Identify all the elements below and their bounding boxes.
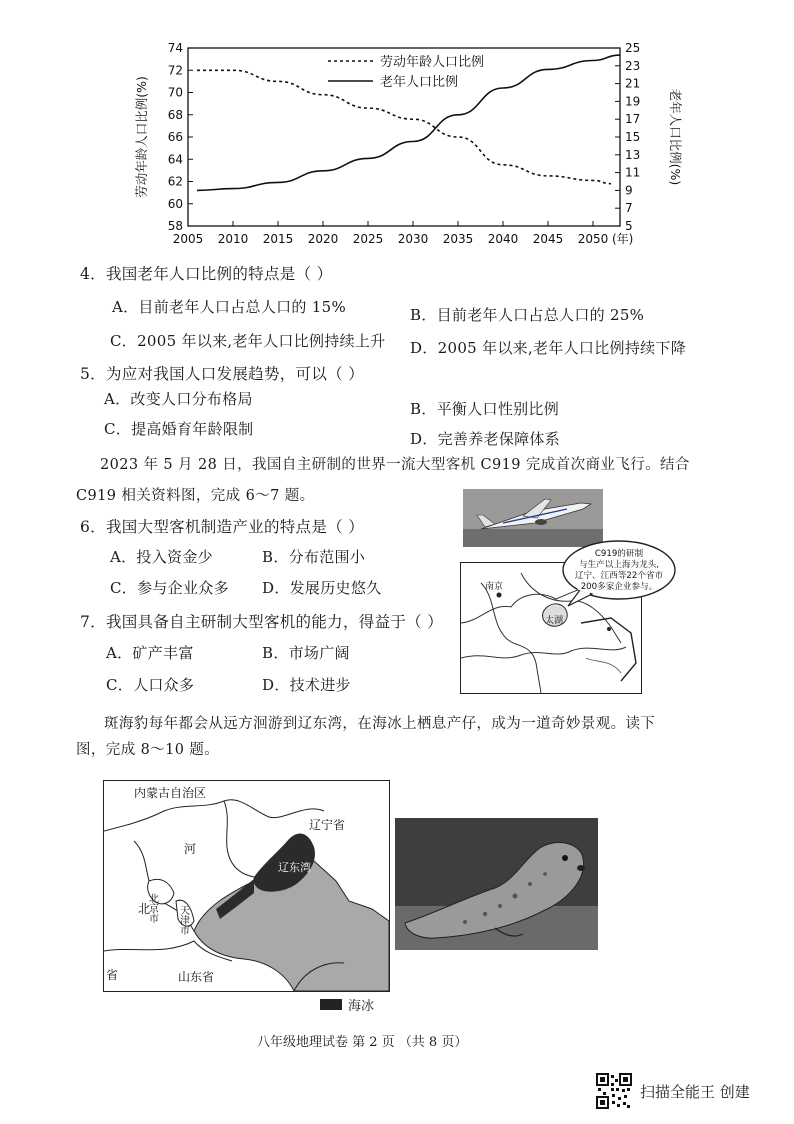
x-axis-tick-label: 2020: [307, 232, 339, 246]
x-axis-tick-label: 2045: [532, 232, 564, 246]
right-axis-tick-label: 5: [625, 219, 633, 233]
map-label-shandong: 山东省: [178, 970, 215, 984]
map-label-liaoning: 辽宁省: [309, 818, 346, 832]
right-axis-tick-label: 11: [625, 165, 641, 180]
left-axis-title: 劳动年龄人口比例(%): [134, 76, 149, 198]
right-axis-tick-label: 23: [625, 58, 641, 73]
x-axis-tick-label: 2005: [172, 232, 204, 246]
callout-line-1: C919的研制: [594, 549, 644, 559]
right-axis-tick-label: 7: [625, 201, 633, 216]
x-axis-tick-label: 2010: [217, 232, 249, 246]
callout-line-3: 辽宁、江西等22个省市: [574, 571, 664, 581]
intro-c919-line1: 2023 年 5 月 28 日，我国自主研制的世界一流大型客机 C919 完成首次商业飞行。结合: [100, 457, 690, 473]
left-axis-tick-label: 66: [167, 130, 183, 144]
question-5-option-d: D．完善养老保障体系: [410, 430, 561, 448]
qr-code-icon: [596, 1073, 632, 1109]
question-6-option-c: C．参与企业众多: [110, 579, 229, 597]
map-label-he: 河: [184, 842, 197, 856]
question-6-option-b: B．分布范围小: [262, 548, 366, 566]
c919-callout-bubble: [560, 538, 678, 608]
map-label-inner-mongolia: 内蒙古自治区: [134, 786, 207, 800]
question-4-option-b: B．目前老年人口占总人口的 25%: [410, 306, 645, 324]
question-4-option-d: D．2005 年以来,老年人口比例持续下降: [410, 339, 687, 357]
right-axis-tick-label: 15: [625, 130, 641, 144]
scanner-watermark: 扫描全能王 创建: [640, 1083, 750, 1101]
question-6-stem: 6．我国大型客机制造产业的特点是（ ）: [80, 518, 364, 536]
spotted-seal-photo: [395, 818, 598, 950]
question-7-stem: 7．我国具备自主研制大型客机的能力，得益于（ ）: [80, 613, 443, 631]
question-7-option-d: D．技术进步: [262, 676, 351, 694]
left-axis-tick-label: 70: [167, 85, 183, 100]
bohai-sea-ice-map: [103, 780, 390, 992]
intro-seal-line1: 斑海豹每年都会从远方洄游到辽东湾，在海冰上栖息产仔，成为一道奇妙景观。读下: [104, 716, 656, 732]
left-axis-tick-label: 60: [167, 196, 183, 211]
question-5-option-b: B．平衡人口性别比例: [410, 400, 560, 418]
question-7-option-c: C．人口众多: [106, 676, 195, 694]
callout-line-4: 200多家企业参与。: [580, 582, 658, 592]
right-axis-tick-label: 13: [625, 147, 641, 162]
intro-c919-line2: C919 相关资料图，完成 6～7 题。: [76, 488, 315, 504]
legend-label-1: 老年人口比例: [380, 75, 459, 90]
population-chart: [130, 36, 690, 268]
x-axis-tick-label: 2025: [352, 232, 384, 246]
right-axis-tick-label: 21: [625, 76, 641, 91]
question-4-option-a: A．目前老年人口占总人口的 15%: [112, 298, 347, 316]
map-label-taihu: 太湖: [545, 616, 564, 626]
right-axis-tick-label: 19: [625, 94, 641, 109]
question-7-option-a: A．矿产丰富: [106, 644, 194, 662]
left-axis-tick-label: 58: [167, 219, 183, 233]
right-axis-tick-label: 9: [625, 183, 633, 198]
question-5-option-a: A．改变人口分布格局: [104, 390, 253, 408]
left-axis-tick-label: 72: [167, 63, 183, 78]
x-axis-tick-label: 2035: [442, 232, 474, 246]
left-axis-tick-label: 68: [167, 107, 183, 122]
sea-ice-legend-swatch: [320, 999, 342, 1010]
intro-seal-line2: 图，完成 8～10 题。: [76, 742, 220, 758]
question-7-option-b: B．市场广阔: [262, 644, 350, 662]
x-axis-tick-label: 2030: [397, 232, 429, 246]
map-label-tianjin: 天津市: [177, 905, 189, 935]
page-footer: 八年级地理试卷 第 2 页 （共 8 页）: [257, 1035, 468, 1050]
question-6-option-a: A．投入资金少: [110, 548, 213, 566]
x-axis-tick-label: 2050: [577, 232, 609, 246]
question-6-option-d: D．发展历史悠久: [262, 579, 382, 597]
question-4-option-c: C．2005 年以来,老年人口比例持续上升: [110, 332, 386, 350]
right-axis-tick-label: 25: [625, 41, 641, 55]
map-label-nanjing: 南京: [485, 582, 504, 592]
left-axis-tick-label: 74: [167, 41, 183, 55]
map-label-liaodong-bay: 辽东湾: [278, 861, 311, 874]
map-label-bei: 北: [138, 902, 151, 916]
question-4-stem: 4．我国老年人口比例的特点是（ ）: [80, 265, 333, 283]
x-axis-tick-label: 2040: [487, 232, 519, 246]
x-axis-tick-label: 2015: [262, 232, 294, 246]
map-label-beijing: 北京市: [146, 893, 158, 923]
map-label-sheng: 省: [106, 968, 119, 982]
right-axis-tick-label: 17: [625, 112, 641, 127]
right-axis-title: 老年人口比例(%): [668, 88, 683, 186]
callout-line-2: 与生产以上海为龙头,: [578, 560, 660, 570]
left-axis-tick-label: 62: [167, 174, 183, 189]
sea-ice-legend-label: 海冰: [348, 999, 375, 1014]
x-axis-unit-label: (年): [612, 232, 634, 246]
legend-label-0: 劳动年龄人口比例: [380, 55, 485, 70]
question-5-stem: 5．为应对我国人口发展趋势，可以（ ）: [80, 365, 364, 383]
question-5-option-c: C．提高婚育年龄限制: [104, 420, 254, 438]
left-axis-tick-label: 64: [167, 152, 183, 167]
